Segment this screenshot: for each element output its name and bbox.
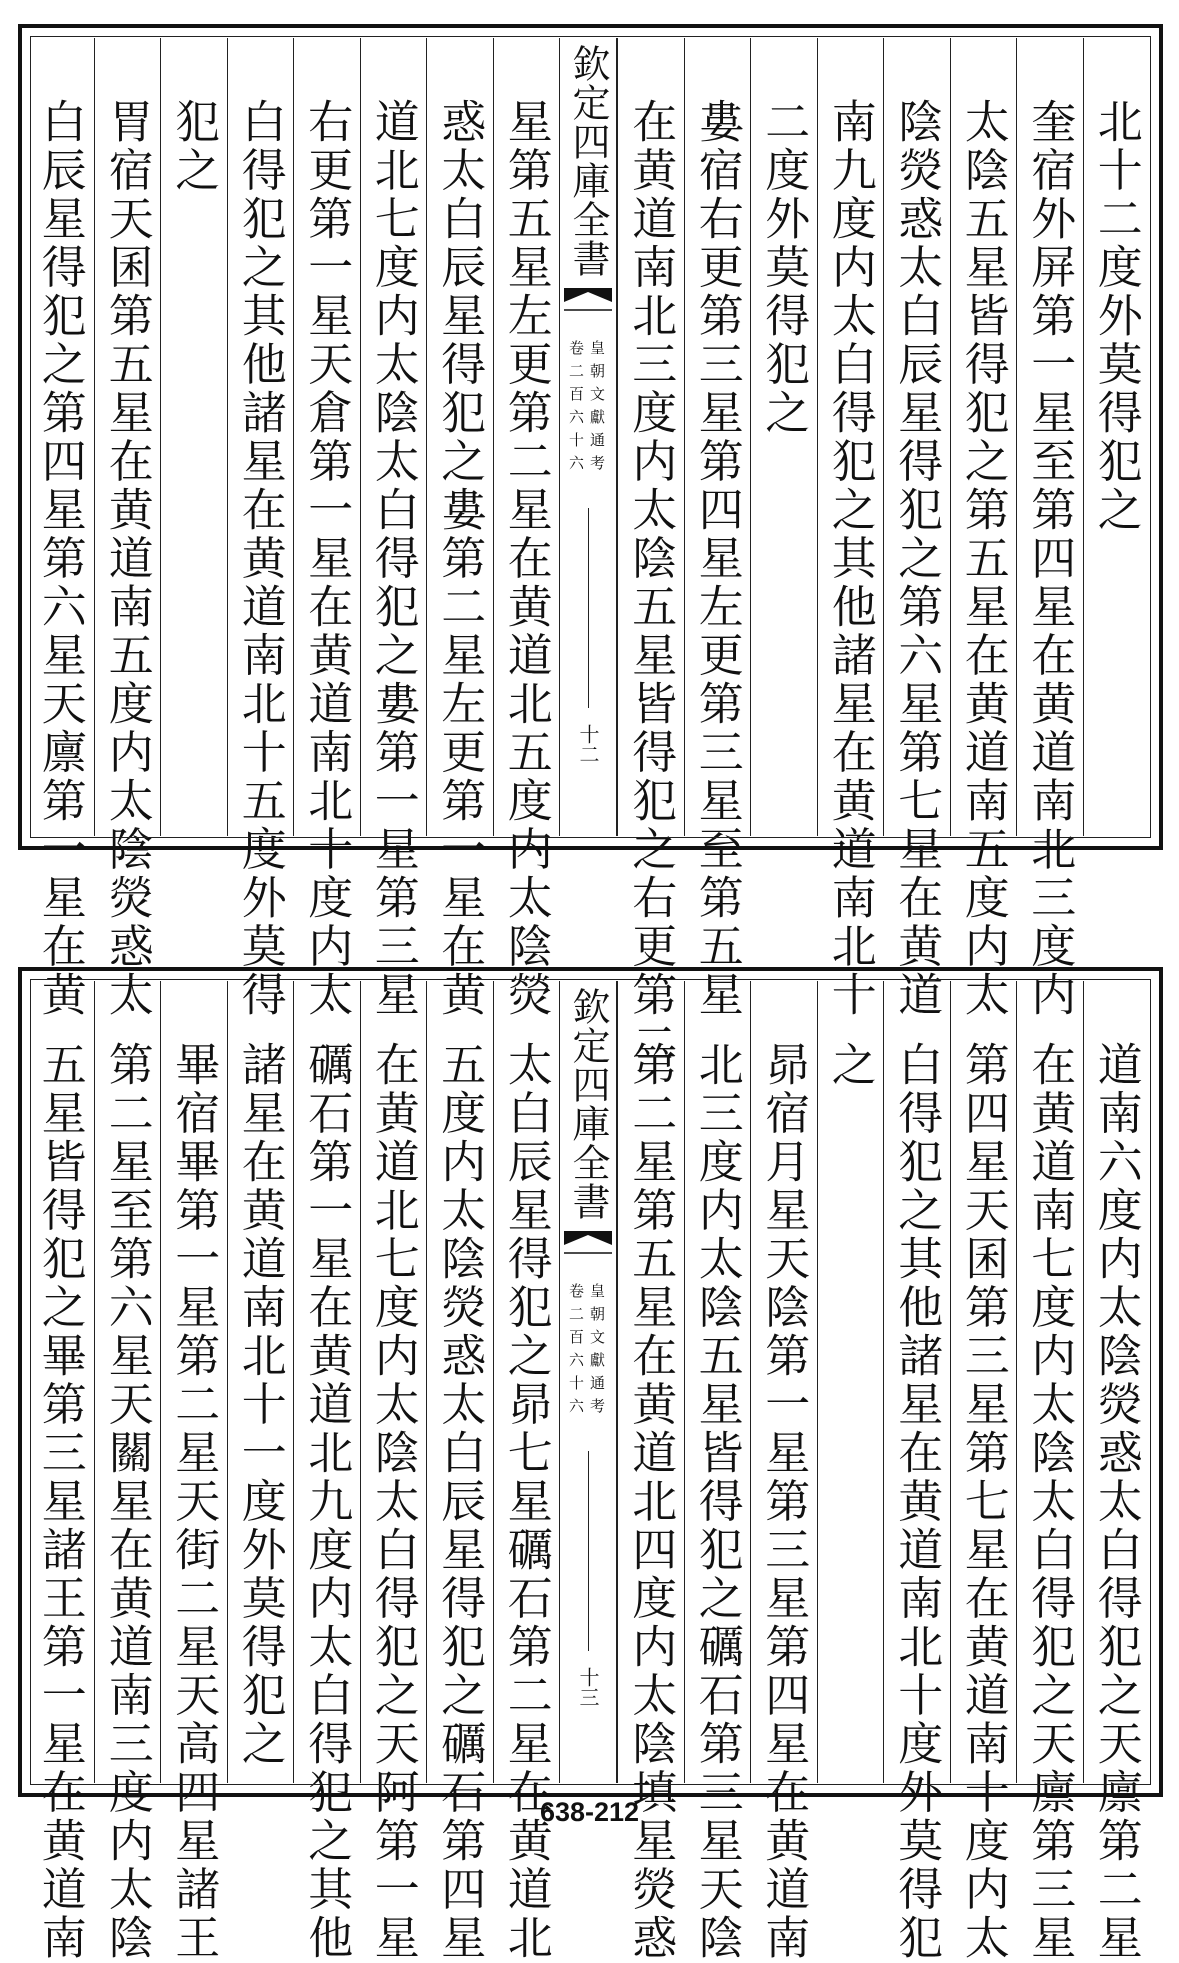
column-text: 右更第一星天倉第一星在黄道南北十度内太 — [300, 98, 354, 1020]
text-column — [27, 38, 94, 1020]
text-column — [950, 38, 1017, 1020]
text-column — [950, 981, 1017, 1963]
fish-tail-ornament-icon — [564, 1231, 612, 1261]
text-column — [1016, 981, 1083, 1963]
top-page — [18, 24, 1163, 1068]
column-text: 胃宿天囷第五星在黄道南五度内太陰熒惑太 — [100, 98, 154, 1020]
column-text: 白得犯之其他諸星在黄道南北十五度外莫得 — [233, 98, 287, 1020]
gutter-rule — [588, 508, 589, 708]
column-text: 在黄道南七度内太陰太白得犯之天廪第三星 — [1023, 1041, 1077, 1963]
column-text: 星第五星左更第二星在黄道北五度内太陰熒 — [499, 98, 553, 1020]
top-page-columns — [32, 38, 1149, 1068]
text-column — [94, 981, 161, 1963]
gutter-leaf-number: 十三 — [576, 1667, 600, 1707]
gutter-rule — [588, 1451, 589, 1651]
text-column — [426, 38, 493, 1020]
text-column — [817, 38, 884, 1020]
column-text: 陰熒惑太白辰星得犯之第六星第七星在黄道 — [890, 98, 944, 1020]
column-text: 第二星第五星在黄道北四度内太陰填星熒惑 — [624, 1041, 678, 1963]
column-text: 畢宿畢第一星第二星天街二星天高四星諸王 — [167, 1041, 221, 1963]
gutter-book-title: 皇朝文獻通考 — [588, 1283, 606, 1421]
text-column — [1083, 981, 1150, 1963]
column-text: 太陰五星皆得犯之第五星在黄道南五度内太 — [956, 98, 1010, 1020]
column-text: 昴宿月星天陰第一星第三星第四星在黄道南 — [757, 1041, 811, 1963]
column-text: 太白辰星得犯之昴七星礪石第二星在黄道北 — [499, 1041, 553, 1963]
center-gutter — [559, 981, 617, 1783]
text-column — [883, 38, 950, 1020]
gutter-title: 欽定四庫全書 — [566, 987, 610, 1221]
text-column — [684, 38, 751, 1020]
column-text: 道北七度内太陰太白得犯之婁第一星第三星 — [366, 98, 420, 1020]
gutter-title: 欽定四庫全書 — [566, 44, 610, 278]
column-text: 二度外莫得犯之 — [757, 98, 811, 438]
center-gutter — [559, 38, 617, 836]
column-text: 犯之 — [167, 98, 221, 195]
text-column — [617, 981, 684, 1963]
gutter-volume: 卷二百六十六 — [567, 1283, 585, 1421]
text-column — [684, 981, 751, 1963]
gutter-leaf-number: 十二 — [576, 724, 600, 764]
column-text: 五星皆得犯之畢第三星諸王第一星在黄道南 — [33, 1041, 87, 1963]
text-column — [617, 38, 684, 1068]
text-column — [360, 38, 427, 1020]
text-column — [1083, 38, 1150, 836]
text-column — [493, 981, 560, 1963]
column-text: 礪石第一星在黄道北九度内太白得犯之其他 — [300, 1041, 354, 1963]
text-column — [27, 981, 94, 1963]
text-column — [293, 38, 360, 1020]
column-text: 白得犯之其他諸星在黄道南北十度外莫得犯 — [890, 1041, 944, 1963]
column-text: 北三度内太陰五星皆得犯之礪石第三星天陰 — [690, 1041, 744, 1963]
column-text: 五度内太陰熒惑太白辰星得犯之礪石第四星 — [433, 1041, 487, 1963]
text-column — [160, 38, 227, 836]
text-column — [750, 38, 817, 836]
text-column — [493, 38, 560, 1020]
text-column — [293, 981, 360, 1963]
text-column — [750, 981, 817, 1963]
text-column — [227, 981, 294, 1783]
column-text: 惑太白辰星得犯之婁第二星左更第一星在黄 — [433, 98, 487, 1020]
column-text: 奎宿外屏第一星至第四星在黄道南北三度内 — [1023, 98, 1077, 1020]
text-column — [227, 38, 294, 1020]
column-text: 道南六度内太陰熒惑太白得犯之天廪第二星 — [1089, 1041, 1143, 1963]
text-column — [94, 38, 161, 1020]
text-column — [160, 981, 227, 1963]
text-column — [1016, 38, 1083, 1020]
column-text: 諸星在黄道南北十一度外莫得犯之 — [233, 1041, 287, 1769]
gutter-book-title: 皇朝文獻通考 — [588, 340, 606, 478]
text-column — [883, 981, 950, 1963]
column-text: 南九度内太白得犯之其他諸星在黄道南北十 — [823, 98, 877, 1020]
column-text: 北十二度外莫得犯之 — [1089, 98, 1143, 535]
column-text: 白辰星得犯之第四星第六星天廪第一星在黄 — [33, 98, 87, 1020]
gutter-volume: 卷二百六十六 — [567, 340, 585, 478]
column-text: 在黄道北七度内太陰太白得犯之天阿第一星 — [366, 1041, 420, 1963]
column-text: 之 — [823, 1041, 877, 1090]
fish-tail-ornament-icon — [564, 288, 612, 318]
column-text: 第二星至第六星天關星在黄道南三度内太陰 — [100, 1041, 154, 1963]
page-number: 638-212 — [539, 1797, 640, 1827]
column-text: 第四星天囷第三星第七星在黄道南十度内太 — [956, 1041, 1010, 1963]
text-column — [817, 981, 884, 1783]
column-text: 在黄道南北三度内太陰五星皆得犯之右更第二 — [624, 98, 678, 1068]
column-text: 婁宿右更第三星第四星左更第三星至第五星 — [690, 98, 744, 1020]
text-column — [426, 981, 493, 1963]
text-column — [360, 981, 427, 1963]
